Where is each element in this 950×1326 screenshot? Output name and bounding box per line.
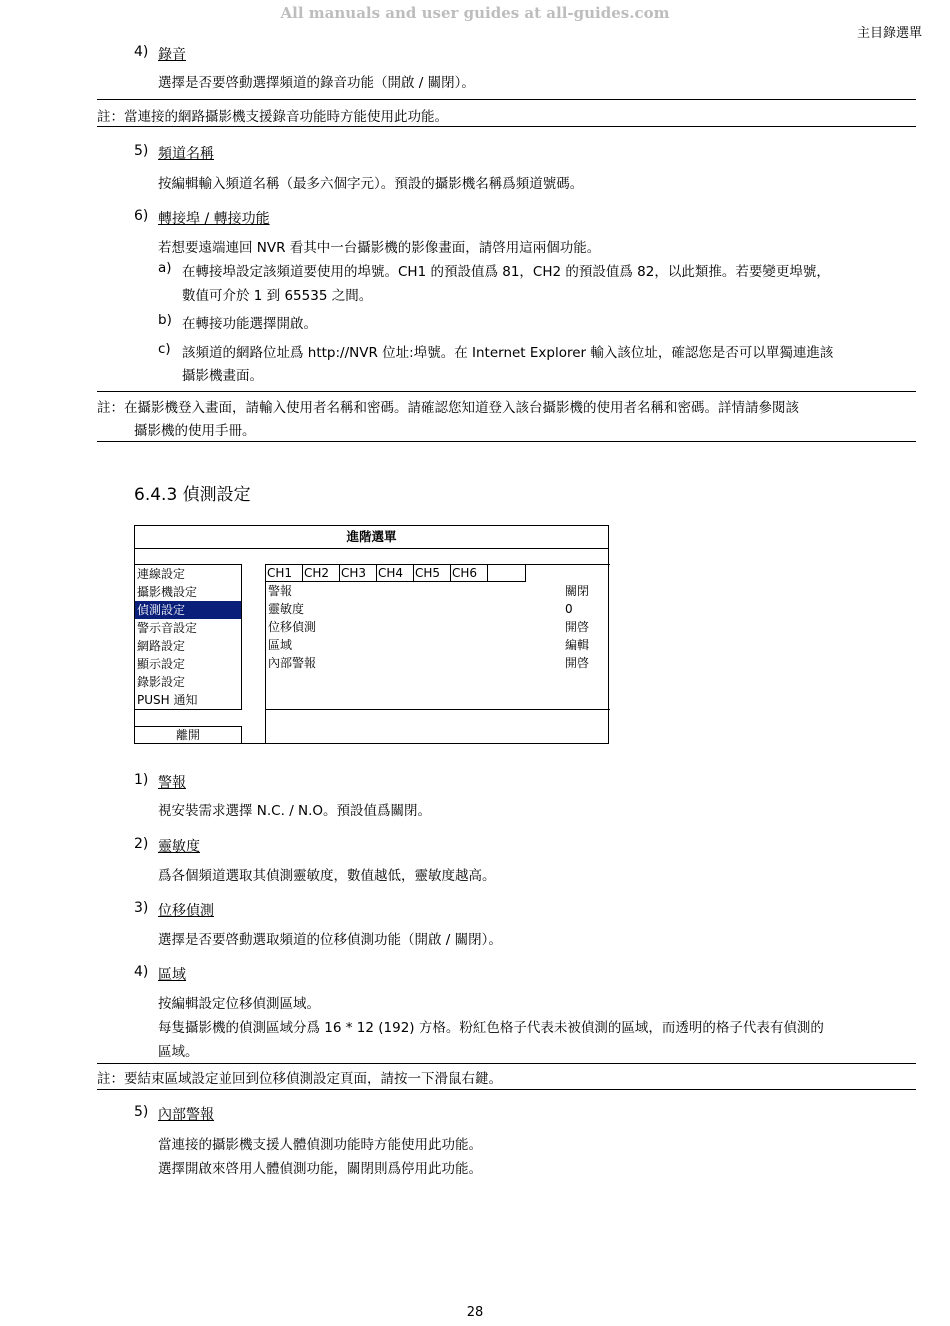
menu-bottom-bar bbox=[265, 710, 608, 744]
item-body: 選擇開啟來啓用人體偵測功能，關閉則爲停用此功能。 bbox=[158, 1161, 482, 1177]
note-rule-top bbox=[97, 99, 916, 100]
note-text: 註：在攝影機登入畫面，請輸入使用者名稱和密碼。請確認您知道登入該台攝影機的使用者名稱和密碼。詳情請參閱該 bbox=[97, 400, 799, 416]
sidebar-item-connection[interactable]: 連線設定 bbox=[137, 567, 186, 581]
item-body: 當連接的攝影機支援人體偵測功能時方能使用此功能。 bbox=[158, 1137, 482, 1153]
item-title: 頻道名稱 bbox=[158, 146, 214, 162]
item-body: 爲各個頻道選取其偵測靈敏度，數值越低，靈敏度越高。 bbox=[158, 868, 496, 884]
chapter-header: 主目錄選單 bbox=[856, 26, 922, 41]
setting-row-area[interactable] bbox=[268, 636, 593, 654]
item-body: 視安裝需求選擇 N.C. / N.O。預設值爲關閉。 bbox=[158, 803, 432, 819]
note-rule-top bbox=[97, 1063, 916, 1064]
menu-sidebar bbox=[135, 564, 242, 710]
tab-ch4[interactable]: CH4 bbox=[377, 565, 414, 582]
item-title: 錄音 bbox=[158, 47, 186, 63]
item-body: 若想要遠端連回 NVR 看其中一台攝影機的影像畫面，請啓用這兩個功能。 bbox=[158, 240, 601, 256]
item-number: 5) bbox=[134, 143, 149, 159]
sidebar-item-push[interactable]: PUSH 通知 bbox=[137, 693, 198, 707]
channel-tabs bbox=[266, 565, 526, 582]
section-title: 6.4.3 偵測設定 bbox=[134, 485, 251, 505]
detection-settings-panel bbox=[265, 564, 610, 710]
item-number: 4) bbox=[134, 44, 149, 60]
item-title: 位移偵測 bbox=[158, 903, 214, 919]
setting-row-motion[interactable] bbox=[268, 618, 593, 636]
setting-row-internal-alarm[interactable] bbox=[268, 654, 593, 672]
setting-value[interactable]: 開啓 bbox=[565, 620, 590, 634]
sidebar-item-record[interactable]: 錄影設定 bbox=[137, 675, 186, 689]
item-number: 2) bbox=[134, 836, 149, 852]
sub-item-text: 該頻道的網路位址爲 http://NVR 位址:埠號。在 Internet Explorer 輸入該位址，確認您是否可以單獨連進該 bbox=[182, 345, 834, 361]
note-text: 註：當連接的網路攝影機支援錄音功能時方能使用此功能。 bbox=[97, 109, 448, 125]
setting-value[interactable]: 編輯 bbox=[565, 638, 590, 652]
setting-label: 內部警報 bbox=[268, 656, 317, 670]
note-rule-bottom bbox=[97, 126, 916, 127]
item-body: 按編輯輸入頻道名稱（最多六個字元）。預設的攝影機名稱爲頻道號碼。 bbox=[158, 176, 584, 192]
sidebar-item-display[interactable]: 顯示設定 bbox=[137, 657, 186, 671]
note-text: 註：要結束區域設定並回到位移偵測設定頁面，請按一下滑鼠右鍵。 bbox=[97, 1071, 502, 1087]
sub-item-label: a) bbox=[158, 260, 172, 276]
sub-item-label: c) bbox=[158, 341, 171, 357]
setting-value[interactable]: 0 bbox=[565, 602, 573, 616]
item-number: 6) bbox=[134, 208, 149, 224]
item-number: 3) bbox=[134, 900, 149, 916]
item-body: 按編輯設定位移偵測區域。 bbox=[158, 996, 320, 1012]
sub-item-text: 攝影機畫面。 bbox=[182, 368, 263, 384]
setting-label: 位移偵測 bbox=[268, 620, 317, 634]
tab-ch2[interactable]: CH2 bbox=[303, 565, 340, 582]
sub-item-label: b) bbox=[158, 312, 172, 328]
sidebar-item-network[interactable]: 網路設定 bbox=[137, 639, 186, 653]
note-text: 攝影機的使用手冊。 bbox=[134, 423, 256, 439]
setting-row-alarm[interactable] bbox=[268, 582, 593, 600]
item-number: 4) bbox=[134, 964, 149, 980]
item-title: 靈敏度 bbox=[158, 839, 200, 855]
sub-item-text: 數值可介於 1 到 65535 之間。 bbox=[182, 288, 373, 304]
tab-blank bbox=[488, 565, 526, 582]
sidebar-item-detection[interactable]: 偵測設定 bbox=[135, 601, 241, 619]
tab-ch5[interactable]: CH5 bbox=[414, 565, 451, 582]
sidebar-item-alert-sound[interactable]: 警示音設定 bbox=[137, 621, 198, 635]
item-number: 5) bbox=[134, 1104, 149, 1120]
note-rule-top bbox=[97, 391, 916, 392]
sub-item-text: 在轉接埠設定該頻道要使用的埠號。CH1 的預設值爲 81，CH2 的預設值爲 82，以此類推。若要變更埠號， bbox=[182, 264, 830, 280]
setting-label: 區域 bbox=[268, 638, 293, 652]
item-title: 警報 bbox=[158, 775, 186, 791]
item-body: 選擇是否要啓動選擇頻道的錄音功能（開啟 / 關閉）。 bbox=[158, 75, 475, 91]
page-number: 28 bbox=[466, 1305, 484, 1320]
tab-ch6[interactable]: CH6 bbox=[451, 565, 488, 582]
setting-label: 靈敏度 bbox=[268, 602, 305, 616]
menu-title: 進階選單 bbox=[135, 526, 608, 549]
item-title: 內部警報 bbox=[158, 1107, 214, 1123]
note-rule-bottom bbox=[97, 441, 916, 442]
item-body: 每隻攝影機的偵測區域分爲 16 * 12 (192) 方格。粉紅色格子代表未被偵測的區域，而透明的格子代表有偵測的 bbox=[158, 1020, 824, 1036]
setting-label: 警報 bbox=[268, 584, 293, 598]
advanced-menu-screenshot bbox=[134, 525, 609, 744]
tab-ch1[interactable]: CH1 bbox=[266, 565, 303, 582]
tab-ch3[interactable]: CH3 bbox=[340, 565, 377, 582]
setting-value[interactable]: 關閉 bbox=[565, 584, 590, 598]
note-rule-bottom bbox=[97, 1089, 916, 1090]
sidebar-item-camera[interactable]: 攝影機設定 bbox=[137, 585, 198, 599]
item-number: 1) bbox=[134, 772, 149, 788]
setting-value[interactable]: 開啓 bbox=[565, 656, 590, 670]
item-body: 區域。 bbox=[158, 1044, 199, 1060]
item-body: 選擇是否要啓動選取頻道的位移偵測功能（開啟 / 關閉）。 bbox=[158, 932, 502, 948]
watermark: All manuals and user guides at all-guides.com bbox=[280, 4, 670, 22]
setting-row-sensitivity[interactable] bbox=[268, 600, 593, 618]
exit-button[interactable]: 離開 bbox=[135, 726, 242, 744]
sub-item-text: 在轉接功能選擇開啟。 bbox=[182, 316, 317, 332]
item-title: 轉接埠 / 轉接功能 bbox=[158, 211, 270, 227]
item-title: 區域 bbox=[158, 967, 186, 983]
